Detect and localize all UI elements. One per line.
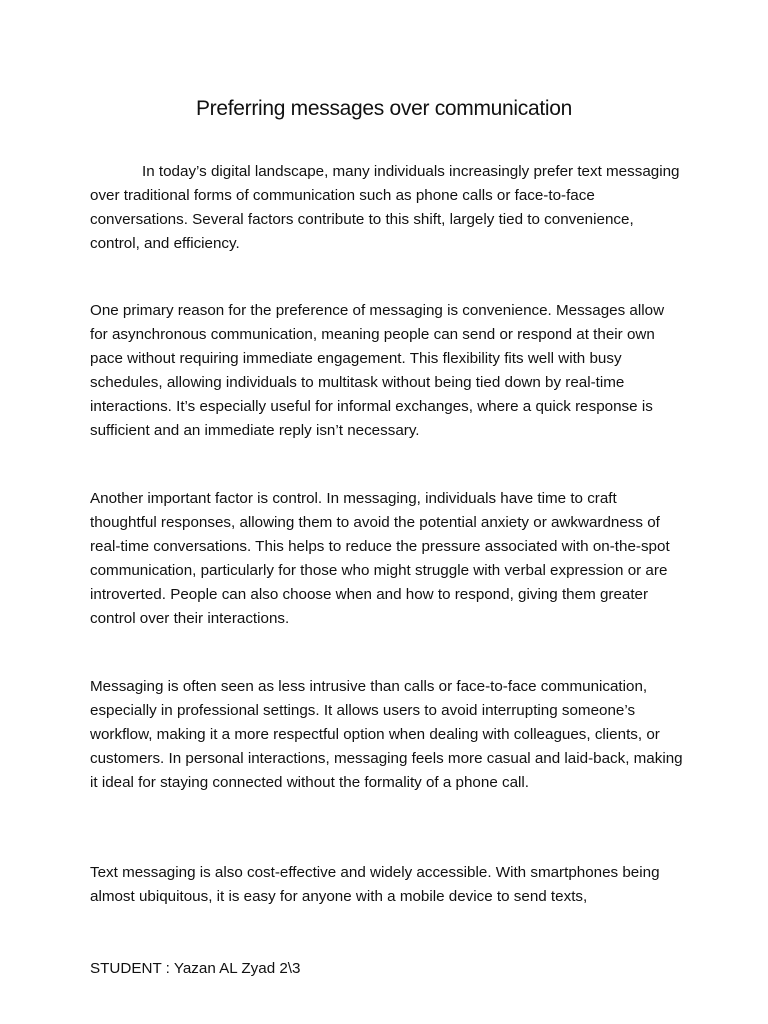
paragraph-intrusiveness: Messaging is often seen as less intrusive than calls or face-to-face communication, especially in professional settings. It allows users to avoid interrupting someone’s workflow, making it a more respectful option when dealing with colleagues, clients, or customers. In personal interactions, messaging feels more casual and laid-back, making it ideal for staying connected without the formality of a phone call. bbox=[90, 678, 683, 791]
paragraph-cost: Text messaging is also cost-effective and widely accessible. With smartphones being almost ubiquitous, it is easy for anyone with a mobile device to send texts, bbox=[90, 864, 660, 905]
paragraph-intro: In today’s digital landscape, many individuals increasingly prefer text messaging over traditional forms of communication such as phone calls or face-to-face conversations. Several factors contribute to this shift, largely tied to convenience, control, and efficiency. bbox=[90, 163, 680, 252]
paragraph-convenience: One primary reason for the preference of messaging is convenience. Messages allow for asynchronous communication, meaning people can send or respond at their own pace without requiring immediate engagement. This flexibility fits well with busy schedules, allowing individuals to multitask without being tied down by real-time interactions. It’s especially useful for informal exchanges, where a quick response is sufficient and an immediate reply isn’t necessary. bbox=[90, 302, 665, 439]
document-title: Preferring messages over communication bbox=[195, 97, 573, 120]
student-footer: STUDENT : Yazan AL Zyad 2\3 bbox=[90, 960, 301, 977]
paragraph-control: Another important factor is control. In messaging, individuals have time to craft thoughtful responses, allowing them to avoid the potential anxiety or awkwardness of real-time conversations. This helps to reduce the pressure associated with on-the-spot communication, particularly for those who might struggle with verbal expression or are introverted. People can also choose when and how to respond, giving them greater control over their interactions. bbox=[90, 490, 670, 627]
